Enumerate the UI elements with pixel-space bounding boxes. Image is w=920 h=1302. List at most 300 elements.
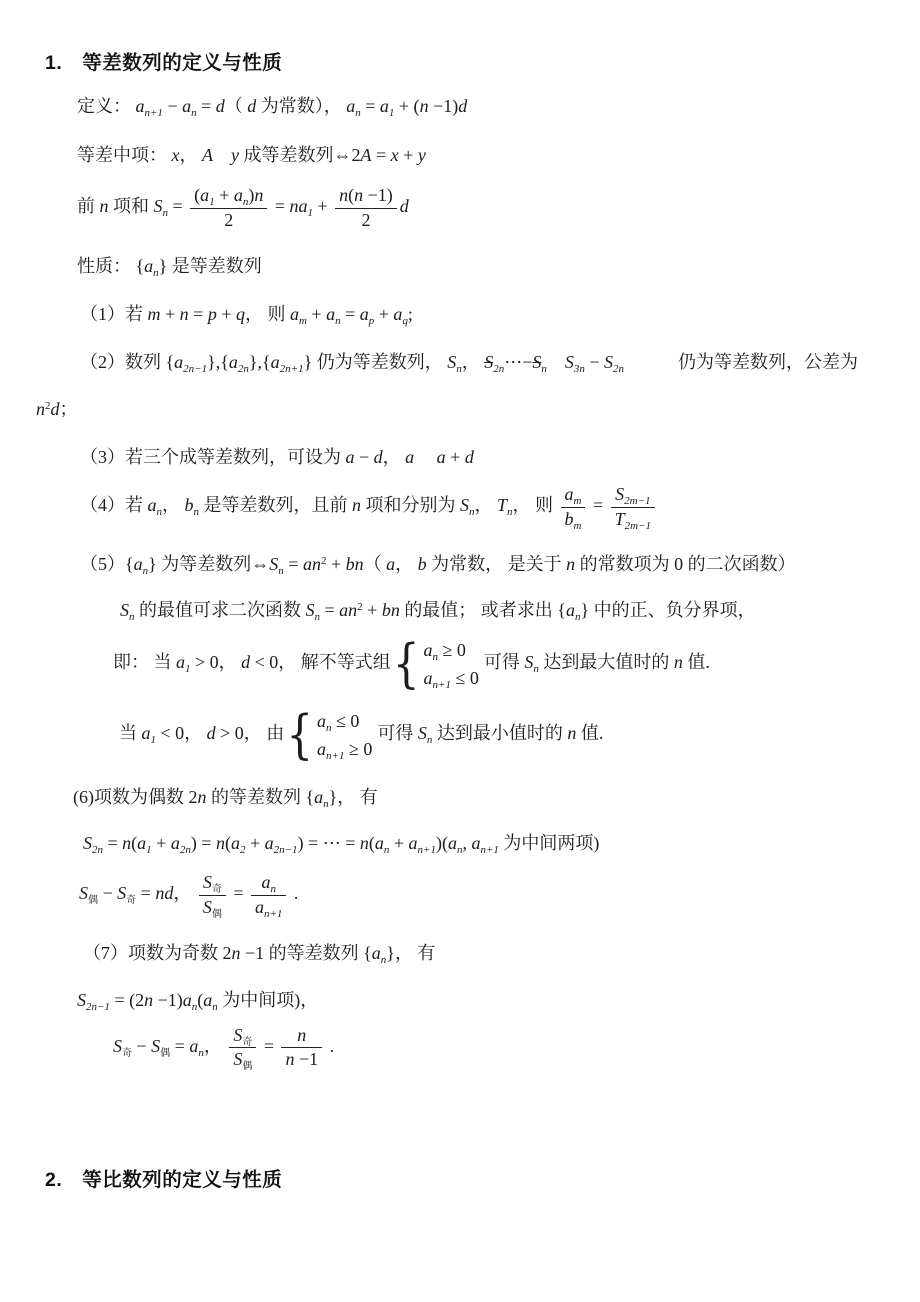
text-run: = [170, 1035, 190, 1056]
text-run: n [456, 844, 463, 857]
property-2 [0, 349, 920, 376]
text-run: n [567, 723, 577, 744]
definition-line [0, 93, 920, 120]
text-run: a [170, 833, 180, 854]
text-run: = [270, 196, 290, 217]
text-run: b [417, 554, 427, 575]
numerator [561, 484, 586, 508]
text-run: 2m−1 [624, 519, 652, 532]
text-run: n [99, 196, 109, 217]
text-run: ( [131, 833, 138, 854]
text-run: n [380, 953, 387, 966]
text-run: n [191, 1000, 198, 1013]
text-run: 2n [493, 363, 505, 376]
text-run: a [565, 600, 575, 621]
sum-formula-line [0, 185, 920, 231]
text-run: n [270, 883, 276, 896]
text-run: n [419, 96, 429, 116]
text-run: n [122, 833, 132, 854]
text-run: ) = ⋯ = [297, 833, 360, 854]
denominator [229, 1048, 256, 1071]
text-run [547, 352, 565, 372]
properties-line [0, 253, 920, 280]
text-run: + [214, 185, 234, 205]
text-run: ， [395, 554, 418, 575]
odd-even-relation [0, 1025, 920, 1071]
text-run: S [153, 196, 163, 217]
heading-arithmetic [0, 50, 920, 77]
text-run: a [135, 96, 145, 116]
text-run: a [228, 352, 238, 373]
numerator [251, 872, 286, 896]
text-run: −1) [428, 96, 459, 116]
text-run: ， 则 [244, 304, 290, 325]
text-run: n [673, 652, 683, 673]
text-run: } 中的正、负分界项， [580, 600, 756, 621]
text-run: a [254, 896, 264, 917]
text-run: q [402, 315, 408, 328]
text-run: d [399, 196, 409, 217]
brace-row [424, 636, 479, 664]
brace-group [392, 633, 479, 695]
text-run: −1) [153, 989, 183, 1010]
text-run: a [133, 554, 143, 575]
text-run: + [374, 304, 394, 325]
text-run: } 是等差数列 [158, 256, 262, 277]
text-run: + [216, 304, 236, 325]
text-run: 奇 [126, 895, 137, 907]
text-run: n [339, 185, 349, 205]
text-run: = [340, 304, 360, 325]
text-run: n [426, 734, 433, 747]
text-run: ≤ 0 [450, 668, 479, 689]
text-run: a [200, 185, 210, 205]
text-run: （3）若三个成等差数列，可设为 [80, 447, 346, 468]
text-run: q [235, 304, 245, 325]
denominator [611, 508, 655, 531]
text-run: n [355, 107, 361, 119]
text-run: a [423, 640, 433, 661]
text-run: n [144, 989, 154, 1010]
brace-row [317, 707, 372, 735]
sn-extremum-line [0, 597, 920, 624]
text-run: 2 [239, 844, 246, 857]
text-run: 达到最大值时的 [538, 652, 674, 673]
text-run: 2 [351, 145, 361, 165]
text-run: − [162, 96, 183, 116]
text-run: n [383, 844, 390, 857]
text-run: S [151, 1035, 161, 1056]
text-run: S [460, 495, 469, 516]
text-run: a [174, 352, 184, 373]
denominator [335, 209, 397, 232]
text-run: 当 [119, 723, 142, 744]
text-run: a [317, 711, 327, 732]
left-brace-icon: { [392, 633, 420, 695]
text-run: 1 [388, 107, 395, 119]
text-run: 等差中项： [77, 145, 172, 165]
text-run: （ [363, 554, 387, 575]
text-run: 前 [77, 196, 100, 217]
text-run: a [345, 447, 355, 468]
text-run: a [405, 447, 415, 468]
text-run: a [182, 989, 192, 1010]
text-run: n [278, 565, 284, 578]
text-run: a [230, 833, 240, 854]
text-run: S [233, 1024, 243, 1045]
text-run: a [264, 833, 274, 854]
text-run: = [259, 1035, 279, 1056]
text-run: S [305, 600, 315, 621]
text-run [213, 145, 231, 165]
text-run: （2）数列 { [80, 352, 175, 373]
denominator [561, 508, 586, 531]
text-run: 1. 等差数列的定义与性质 [45, 52, 283, 74]
text-run: a [141, 723, 151, 744]
text-run: a [423, 668, 433, 689]
text-run: + [160, 304, 180, 325]
text-run: d [247, 96, 257, 116]
text-run: n [314, 611, 320, 624]
text-run: 为常数）， [256, 96, 347, 116]
fraction [561, 484, 586, 530]
odd-sum-formula [0, 987, 920, 1014]
arithmetic-mean-line [0, 142, 920, 169]
text-run: S [83, 833, 92, 854]
text-run: n [142, 565, 149, 578]
text-run: = [283, 554, 303, 575]
text-run: a [326, 304, 336, 325]
text-run: (6)项数为偶数 2 [73, 787, 198, 808]
text-run: d [373, 447, 383, 468]
text-run: 1 [150, 734, 156, 747]
text-run: a [189, 1035, 199, 1056]
text-run: −1 的等差数列 { [240, 942, 372, 963]
text-run: 2 [361, 209, 371, 230]
text-run: 2n [92, 844, 103, 857]
text-run: n [359, 833, 369, 854]
text-run: = [188, 304, 208, 325]
text-run: n [533, 663, 539, 676]
text-run: a [147, 495, 157, 516]
text-run: a [408, 833, 418, 854]
text-run: S [77, 989, 86, 1010]
denominator [190, 209, 267, 232]
text-run: }， 有 [386, 942, 436, 963]
text-run: b [564, 508, 574, 529]
text-run: ( [368, 833, 375, 854]
text-run: （4）若 [80, 495, 148, 516]
text-run: }， 有 [328, 787, 378, 808]
text-run: ， [173, 883, 196, 904]
text-run: 达到最小值时的 [432, 723, 568, 744]
text-run: 2n+1 [279, 363, 304, 376]
text-run: n [212, 1000, 218, 1013]
text-run: d [206, 723, 216, 744]
text-run: n [354, 185, 364, 205]
text-run: 2 [224, 209, 234, 230]
text-run: n [162, 207, 168, 220]
text-run: p [207, 304, 217, 325]
text-run: （ [224, 96, 248, 116]
text-run: ; [407, 304, 413, 325]
text-run: a [289, 304, 299, 325]
text-run: ， [162, 495, 185, 516]
text-run: ， [474, 495, 497, 516]
text-run: S [615, 484, 625, 505]
text-run: n [469, 506, 475, 519]
text-run: + [151, 833, 171, 854]
text-run: − [98, 883, 118, 904]
text-run: 1 [209, 196, 215, 208]
text-run [414, 447, 437, 467]
text-run: 2n [613, 363, 625, 376]
text-run: 值. [682, 652, 710, 673]
text-run: n [242, 196, 249, 208]
text-run: ， 则 [512, 495, 558, 516]
text-run: a [374, 833, 384, 854]
text-run: m [147, 304, 161, 325]
text-run: 2 [320, 555, 327, 568]
text-run: 是等差数列，且前 [199, 495, 352, 516]
text-run: S [532, 352, 542, 373]
text-run: S [117, 883, 127, 904]
text-run: ≤ 0 [331, 711, 360, 732]
text-run: d [241, 652, 251, 673]
text-run: − [132, 1035, 152, 1056]
property-4 [0, 484, 920, 530]
text-run: + [445, 447, 465, 468]
max-case-line [0, 633, 920, 695]
text-run: 2n−1 [86, 1000, 110, 1013]
text-run: S [269, 554, 279, 575]
text-run: ) [248, 185, 255, 205]
numerator [611, 484, 655, 508]
text-run: d [458, 96, 468, 116]
text-run: a [393, 304, 403, 325]
heading-geometric [0, 1167, 920, 1194]
text-run: n+1 [480, 844, 499, 857]
text-run: A [202, 145, 213, 165]
text-run: 2m−1 [624, 495, 651, 508]
text-run: d [464, 447, 474, 468]
text-run: nd [155, 883, 174, 904]
text-run: , [462, 833, 472, 854]
text-run: 2n [179, 844, 191, 857]
text-run: y [417, 145, 426, 165]
text-run: 偶 [160, 1047, 171, 1059]
text-run: + [306, 304, 327, 325]
text-run: 项和分别为 [361, 495, 460, 516]
property-6 [0, 784, 920, 811]
text-run: m [298, 315, 307, 328]
fraction [251, 872, 286, 918]
text-run: 2n−1 [273, 844, 298, 857]
text-run: ， [179, 145, 202, 165]
text-run: （7）项数为奇数 2 [83, 942, 232, 963]
text-run: 1 [307, 207, 313, 220]
fraction [335, 185, 397, 231]
text-run: ⋯− [504, 352, 533, 373]
text-run: n [179, 304, 189, 325]
text-run: 3n [573, 363, 585, 376]
text-run: + [326, 554, 346, 575]
text-run: bn [381, 600, 400, 621]
text-run: ； [59, 399, 78, 420]
text-run: ( [194, 185, 201, 205]
text-run: 偶 [242, 1061, 253, 1073]
text-run: 奇 [242, 1036, 253, 1048]
brace-row [424, 664, 479, 692]
text-run: n [285, 1049, 295, 1070]
property-3 [0, 444, 920, 471]
text-run: a [317, 739, 327, 760]
text-run: b [184, 495, 194, 516]
text-run: a [233, 185, 243, 205]
text-run: 定义： [77, 96, 136, 116]
text-run: n+1 [326, 750, 345, 763]
brace-group [286, 704, 373, 766]
text-run: 项和 [108, 196, 154, 217]
document-content [0, 50, 920, 1194]
text-run: S [79, 883, 88, 904]
text-run: S [233, 1049, 243, 1070]
text-run: n [231, 942, 241, 963]
numerator [281, 1025, 322, 1049]
text-run: ( [224, 833, 231, 854]
text-run: 值. [576, 723, 604, 744]
text-run: m [573, 519, 582, 532]
brace-row [317, 735, 372, 763]
text-run: （5）{ [80, 554, 134, 575]
text-run: = [360, 96, 380, 116]
text-run: ( [197, 989, 204, 1010]
numerator [229, 1025, 256, 1049]
text-run: ≥ 0 [438, 640, 466, 661]
text-run: a [346, 96, 356, 116]
text-run: = [136, 883, 156, 904]
text-run: } 仍为等差数列， [303, 352, 448, 373]
text-run: S [202, 872, 212, 893]
text-run: T [497, 495, 508, 516]
text-run: −1) [363, 185, 393, 205]
text-run: > 0， 由 [215, 723, 285, 744]
text-run: an [339, 600, 358, 621]
text-run: （1）若 [80, 304, 148, 325]
text-run: ) = [190, 833, 216, 854]
text-run: T [614, 508, 625, 529]
text-run: a [436, 447, 446, 468]
text-run: n+1 [144, 107, 163, 119]
fraction [281, 1025, 322, 1071]
text-run: a [270, 352, 280, 373]
even-sum-formula [0, 830, 920, 857]
text-run: a [203, 989, 213, 1010]
brace-rows [317, 707, 372, 763]
text-run: n [36, 399, 45, 420]
text-run: = [168, 196, 188, 217]
text-run: ( [348, 185, 355, 205]
text-run: a [261, 872, 271, 893]
left-brace-icon: { [286, 704, 314, 766]
text-run: 性质： { [77, 256, 145, 277]
text-run: S [524, 652, 534, 673]
text-run: S [120, 600, 129, 621]
text-run: a [314, 787, 324, 808]
fraction [611, 484, 655, 530]
denominator [281, 1048, 322, 1071]
text-run: 的等差数列 { [206, 787, 315, 808]
text-run: n [191, 107, 197, 119]
text-run: n [352, 495, 361, 516]
text-run: + [398, 145, 418, 165]
numerator [335, 185, 397, 209]
text-run: 2n−1 [183, 363, 208, 376]
text-run: 的最值； 或者求出 { [399, 600, 566, 621]
text-run: + [312, 196, 333, 217]
text-run: < 0， [156, 723, 207, 744]
text-run: p [368, 315, 375, 328]
text-run: m [573, 495, 582, 508]
text-run: ， [203, 1035, 227, 1056]
text-run: S [564, 352, 574, 373]
text-run: n [297, 1024, 307, 1045]
text-run: },{ [207, 352, 229, 373]
text-run: A [360, 145, 372, 165]
text-run: −1 [294, 1049, 319, 1070]
text-run: n [456, 363, 462, 376]
text-run: S [113, 1035, 122, 1056]
text-run: n [326, 722, 332, 735]
text-run: x [171, 145, 180, 165]
text-run: a [564, 484, 574, 505]
text-run: 可得 [377, 723, 418, 744]
text-run: a [386, 554, 396, 575]
text-run: 的最值可求二次函数 [134, 600, 306, 621]
text-run: n [432, 651, 439, 664]
text-run: a [182, 96, 192, 116]
brace-rows [424, 636, 479, 692]
text-run: 2 [45, 400, 51, 413]
text-run: a [359, 304, 369, 325]
text-run: + [389, 833, 409, 854]
property-1 [0, 301, 920, 328]
text-run: + ( [394, 96, 420, 116]
text-run: n [156, 506, 162, 519]
text-run: a [379, 96, 389, 116]
text-run: n [197, 787, 207, 808]
text-run: 为中间两项) [498, 833, 600, 854]
text-run: n [323, 798, 329, 811]
text-run: 奇 [211, 884, 222, 896]
min-case-line [0, 704, 920, 766]
text-run: na [289, 196, 308, 217]
text-run: S [417, 723, 427, 744]
text-run: n [335, 315, 341, 328]
text-run: 偶 [88, 895, 98, 907]
text-run: 为常数， 是关于 [426, 554, 567, 575]
text-run: S [447, 352, 457, 373]
text-run: < 0， 解不等式组 [250, 652, 391, 673]
text-run: 即： 当 [113, 652, 176, 673]
text-run: x [390, 145, 399, 165]
text-run: d [50, 399, 60, 420]
property-5 [0, 551, 920, 578]
text-run: 奇 [122, 1047, 132, 1059]
text-run: + [245, 833, 265, 854]
text-run: > 0， [190, 652, 242, 673]
text-run: 仍为等差数列，公差为 [624, 352, 859, 373]
